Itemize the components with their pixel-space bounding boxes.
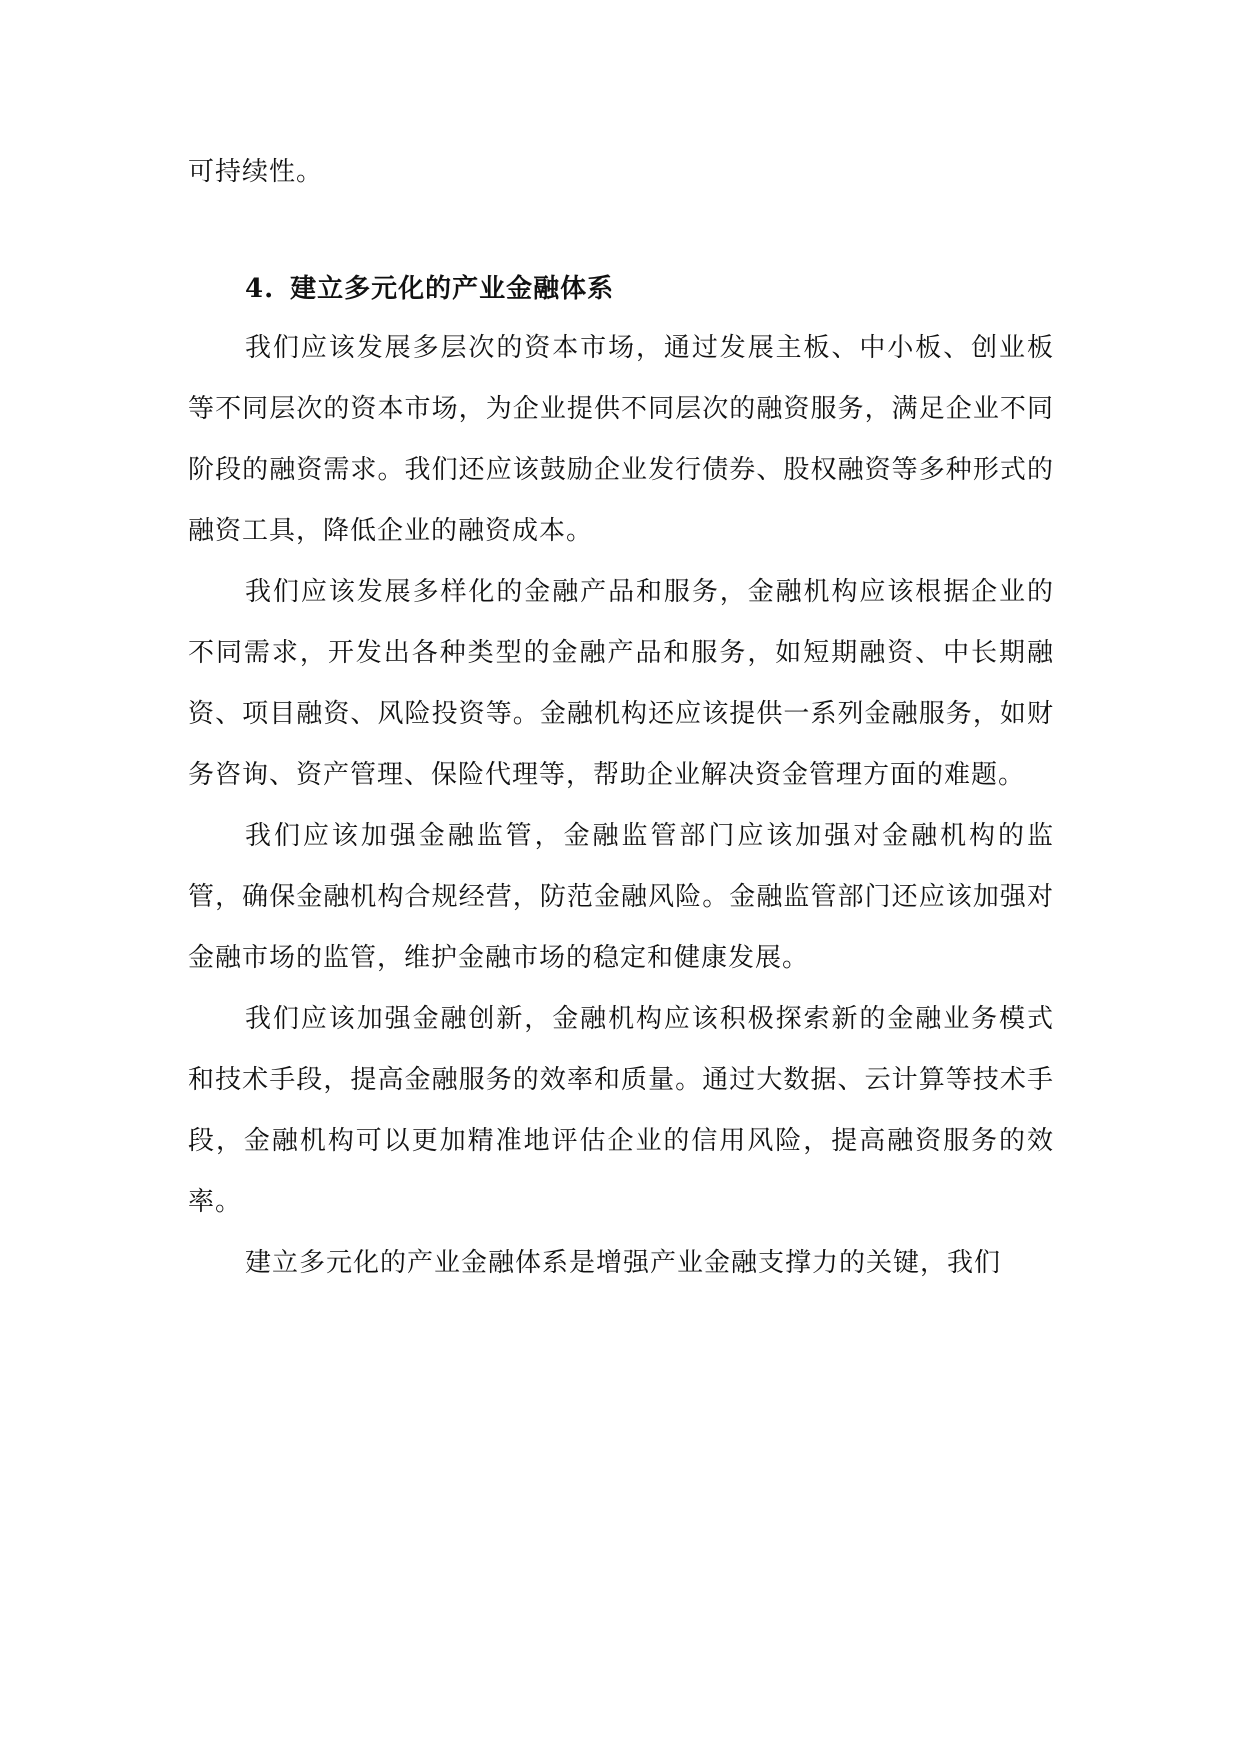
paragraph-financial-innovation: 我们应该加强金融创新，金融机构应该积极探索新的金融业务模式和技术手段，提高金融服务的效率和质量。通过大数据、云计算等技术手段，金融机构可以更加精准地评估企业的信用风险，提高融资服务的效率。 xyxy=(188,1004,1054,1217)
continuation-text: 可持续性。 xyxy=(188,157,324,187)
paragraph-conclusion: 建立多元化的产业金融体系是增强产业金融支撑力的关键，我们 xyxy=(245,1248,1002,1278)
section-title: 建立多元化的产业金融体系 xyxy=(290,274,615,304)
document-body xyxy=(188,142,1054,1294)
paragraph-financial-supervision: 我们应该加强金融监管，金融监管部门应该加强对金融机构的监管，确保金融机构合规经营，防范金融风险。金融监管部门还应该加强对金融市场的监管，维护金融市场的稳定和健康发展。 xyxy=(188,821,1054,973)
paragraph-capital-market: 我们应该发展多层次的资本市场，通过发展主板、中小板、创业板等不同层次的资本市场，为企业提供不同层次的融资服务，满足企业不同阶段的融资需求。我们还应该鼓励企业发行债券、股权融资等多种形式的融资工具，降低企业的融资成本。 xyxy=(188,333,1054,546)
section-number: 4. xyxy=(245,274,275,304)
paragraph-financial-products: 我们应该发展多样化的金融产品和服务，金融机构应该根据企业的不同需求，开发出各种类型的金融产品和服务，如短期融资、中长期融资、项目融资、风险投资等。金融机构还应该提供一系列金融服务，如财务咨询、资产管理、保险代理等，帮助企业解决资金管理方面的难题。 xyxy=(188,577,1054,790)
section-heading xyxy=(188,259,1054,320)
